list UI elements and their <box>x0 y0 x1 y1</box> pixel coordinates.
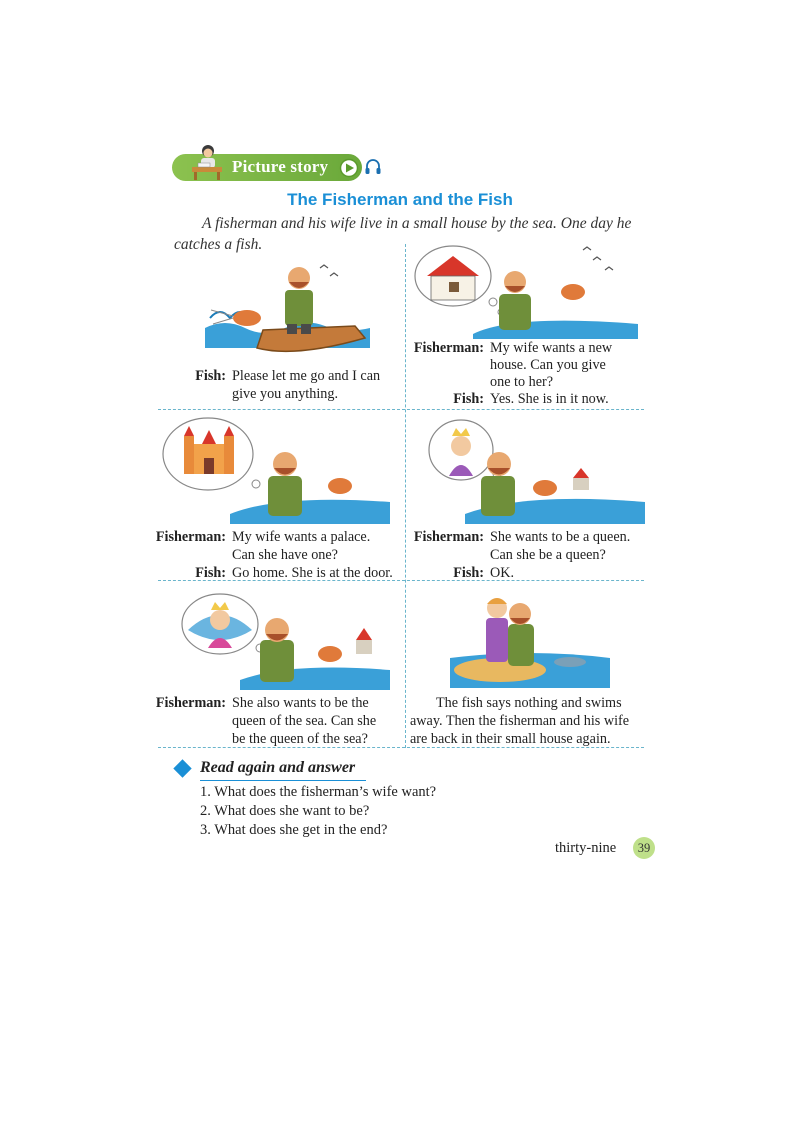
exercise-title: Read again and answer <box>200 759 356 776</box>
speaker-label: Fish: <box>195 565 226 581</box>
dialogue-line: She also wants to be the <box>232 695 369 711</box>
dialogue-line: queen of the sea. Can she <box>232 713 377 729</box>
dialogue-line: Please let me go and I can <box>232 368 381 384</box>
speaker-label: Fisherman: <box>413 529 484 545</box>
speaker-label: Fisherman: <box>413 340 484 356</box>
dream-queen-illustration <box>425 414 645 524</box>
headphones-icon[interactable] <box>364 158 382 176</box>
story-title: The Fisherman and the Fish <box>287 190 513 209</box>
story-intro: A fisherman and his wife live in a small house by the sea. One day he catches a fish. <box>174 215 632 253</box>
narration-line: The fish says nothing and swims <box>436 695 622 711</box>
dialogue-line: be the queen of the sea? <box>232 731 368 747</box>
speaker-label: Fish: <box>453 391 484 407</box>
fisherman-boat-illustration <box>205 258 370 358</box>
page-number-badge: 39 <box>633 837 655 859</box>
banner-label: Picture story <box>232 157 329 176</box>
fisherman-wife-shore-illustration <box>450 588 610 692</box>
play-audio-icon[interactable] <box>339 158 359 178</box>
dialogue-line: OK. <box>490 565 515 581</box>
dream-house-illustration <box>413 244 638 339</box>
dialogue-line: She wants to be a queen. <box>490 529 631 545</box>
horizontal-divider <box>158 409 644 410</box>
dialogue-line: Go home. She is at the door. <box>232 565 393 581</box>
speaker-label: Fisherman: <box>155 695 226 711</box>
question-item: 2. What does she want to be? <box>200 803 370 819</box>
diamond-bullet-icon <box>173 759 191 777</box>
question-item: 1. What does the fisherman’s wife want? <box>200 784 437 800</box>
speaker-label: Fish: <box>195 368 226 384</box>
page-number-word: thirty-nine <box>555 840 617 856</box>
dream-sea-queen-illustration <box>180 590 390 690</box>
vertical-divider <box>405 244 406 748</box>
dialogue-line: Can she be a queen? <box>490 547 606 563</box>
dialogue-line: one to her? <box>490 374 554 390</box>
dialogue-line: Can she have one? <box>232 547 338 563</box>
exercise-title-underline <box>200 780 366 781</box>
speaker-label: Fish: <box>453 565 484 581</box>
dialogue-line: My wife wants a palace. <box>232 529 371 545</box>
speaker-label: Fisherman: <box>155 529 226 545</box>
student-desk-icon <box>186 143 226 181</box>
dialogue-line: My wife wants a new <box>490 340 613 356</box>
dialogue-line: give you anything. <box>232 386 338 402</box>
dream-palace-illustration <box>160 414 390 524</box>
dialogue-line: Yes. She is in it now. <box>490 391 609 407</box>
dialogue-line: house. Can you give <box>490 357 606 373</box>
narration-line: are back in their small house again. <box>410 731 611 747</box>
narration-line: away. Then the fisherman and his wife <box>410 713 630 729</box>
question-item: 3. What does she get in the end? <box>200 822 388 838</box>
horizontal-divider <box>158 580 644 581</box>
